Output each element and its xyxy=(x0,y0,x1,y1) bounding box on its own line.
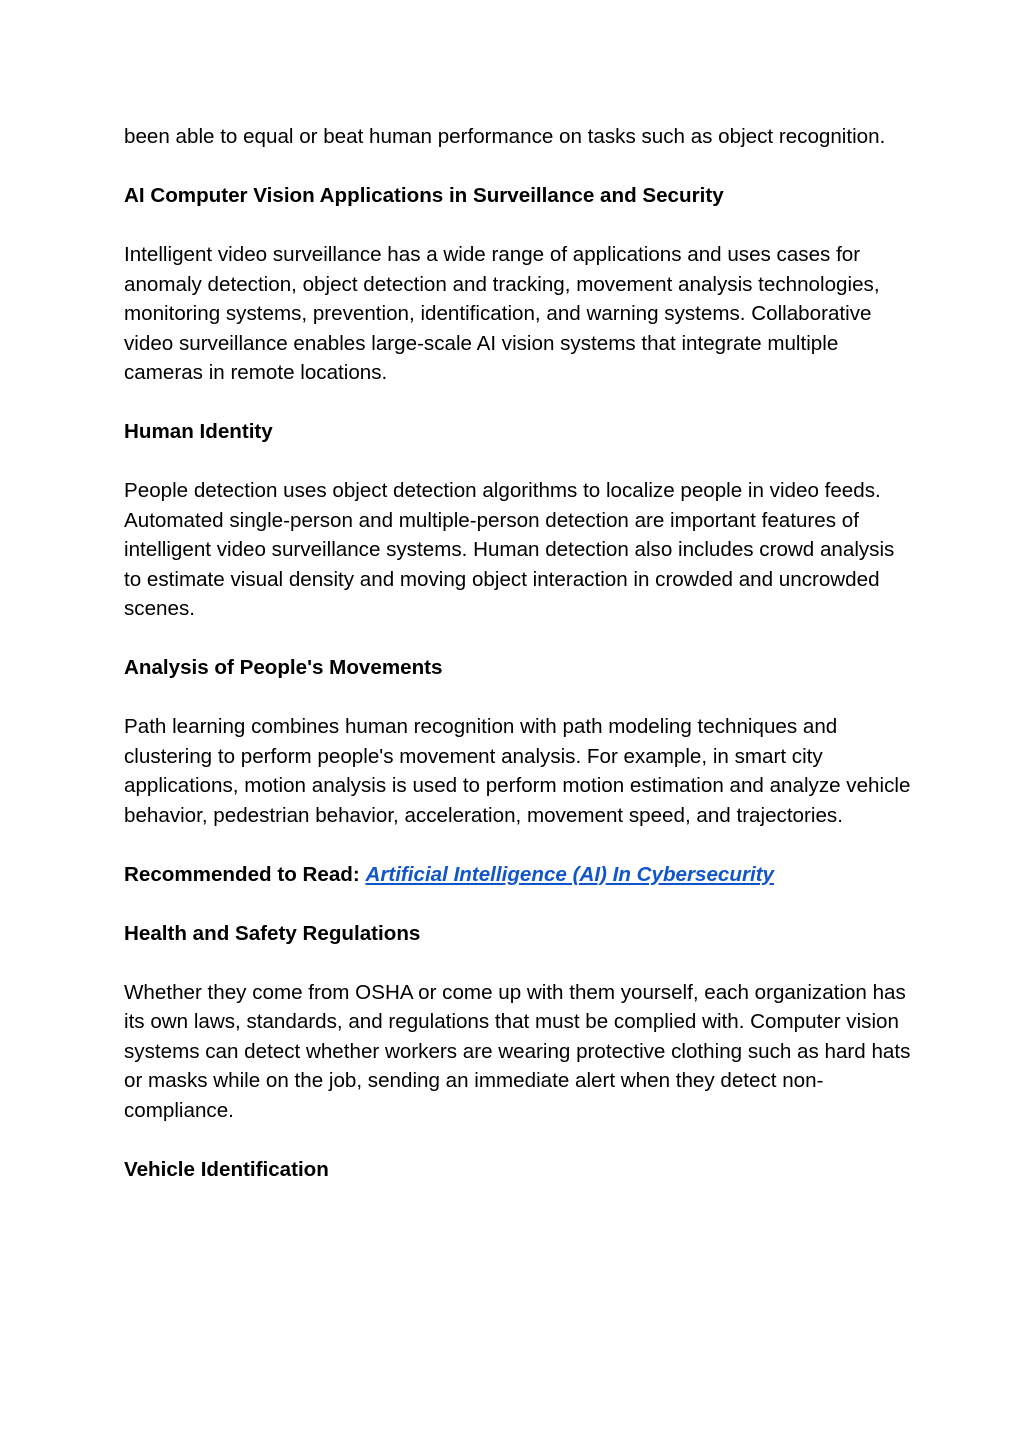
recommended-read xyxy=(124,860,914,890)
paragraph-human-identity: People detection uses object detection algorithms to localize people in video feeds. Automated single-person and multiple-person detection are important features of intelligent video surveillance systems. Human detection also includes crowd analysis to estimate visual density and moving object interaction in crowded and uncrowded scenes. xyxy=(124,479,895,620)
heading-surveillance-security: AI Computer Vision Applications in Surveillance and Security xyxy=(124,184,724,207)
heading-vehicle-identification: Vehicle Identification xyxy=(124,1157,329,1181)
document-page xyxy=(124,122,914,1214)
recommended-link[interactable]: Artificial Intelligence (AI) In Cybersecurity xyxy=(365,862,774,886)
heading-human-identity: Human Identity xyxy=(124,420,273,443)
paragraph-people-movements: Path learning combines human recognition with path modeling techniques and clustering to perform people's movement analysis. For example, in smart city applications, motion analysis is used to perform motion estimation and analyze vehicle behavior, pedestrian behavior, acceleration, movement speed, and trajectories. xyxy=(124,715,911,827)
paragraph-health-safety: Whether they come from OSHA or come up with them yourself, each organization has its own laws, standards, and regulations that must be complied with. Computer vision systems can detect whether workers are wearing protective clothing such as hard hats or masks while on the job, sending an immediate alert when they detect non-compliance. xyxy=(124,980,911,1122)
recommended-label: Recommended to Read: xyxy=(124,862,366,886)
paragraph-surveillance: Intelligent video surveillance has a wide range of applications and uses cases for anomaly detection, object detection and tracking, movement analysis technologies, monitoring systems, prevention, identification, and warning systems. Collaborative video surveillance enables large-scale AI vision systems that integrate multiple cameras in remote locations. xyxy=(124,243,880,384)
heading-people-movements: Analysis of People's Movements xyxy=(124,656,443,679)
intro-paragraph-tail: been able to equal or beat human performance on tasks such as object recognition. xyxy=(124,125,886,148)
heading-health-safety: Health and Safety Regulations xyxy=(124,921,421,945)
